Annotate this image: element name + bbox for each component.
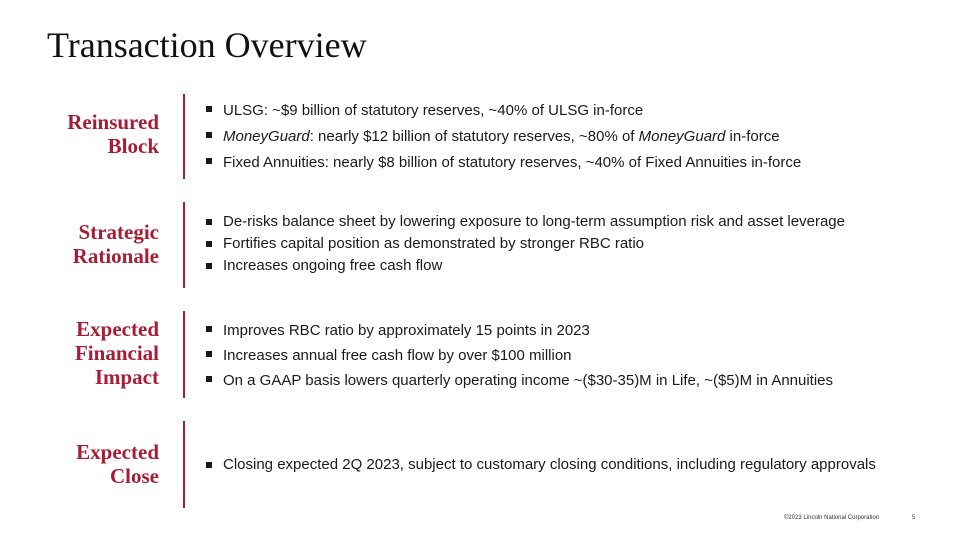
- section-divider: [183, 94, 185, 179]
- bullet-item: Closing expected 2Q 2023, subject to customary closing conditions, including regulatory approvals: [206, 454, 876, 476]
- section-divider: [183, 202, 185, 288]
- bullet-item: Improves RBC ratio by approximately 15 points in 2023: [206, 318, 833, 343]
- bullet-list: [206, 318, 833, 393]
- section-label: Expected Financial Impact: [74, 317, 159, 389]
- bullet-list: [206, 454, 876, 476]
- bullet-item: De-risks balance sheet by lowering exposure to long-term assumption risk and asset leverage: [206, 211, 845, 233]
- bullet-item: On a GAAP basis lowers quarterly operating income ~($30-35)M in Life, ~($5)M in Annuities: [206, 368, 833, 393]
- bullet-item: Increases ongoing free cash flow: [206, 255, 845, 277]
- section-label: Expected Close: [76, 440, 159, 488]
- bullet-item: Increases annual free cash flow by over $100 million: [206, 343, 833, 368]
- section-label: Strategic Rationale: [72, 220, 159, 268]
- bullet-item: Fixed Annuities: nearly $8 billion of statutory reserves, ~40% of Fixed Annuities in-force: [206, 150, 801, 176]
- bullet-list: [206, 98, 801, 176]
- section-divider: [183, 311, 185, 398]
- section-divider: [183, 421, 185, 508]
- footer-copyright: ©2023 Lincoln National Corporation: [784, 515, 880, 521]
- bullet-item: MoneyGuard: nearly $12 billion of statutory reserves, ~80% of MoneyGuard in-force: [206, 124, 801, 150]
- bullet-item: Fortifies capital position as demonstrated by stronger RBC ratio: [206, 233, 845, 255]
- bullet-list: [206, 211, 845, 277]
- page-title: Transaction Overview: [47, 25, 367, 65]
- page-number: 5: [912, 515, 916, 521]
- bullet-item: ULSG: ~$9 billion of statutory reserves, ~40% of ULSG in-force: [206, 98, 801, 124]
- section-label: Reinsured Block: [67, 110, 159, 158]
